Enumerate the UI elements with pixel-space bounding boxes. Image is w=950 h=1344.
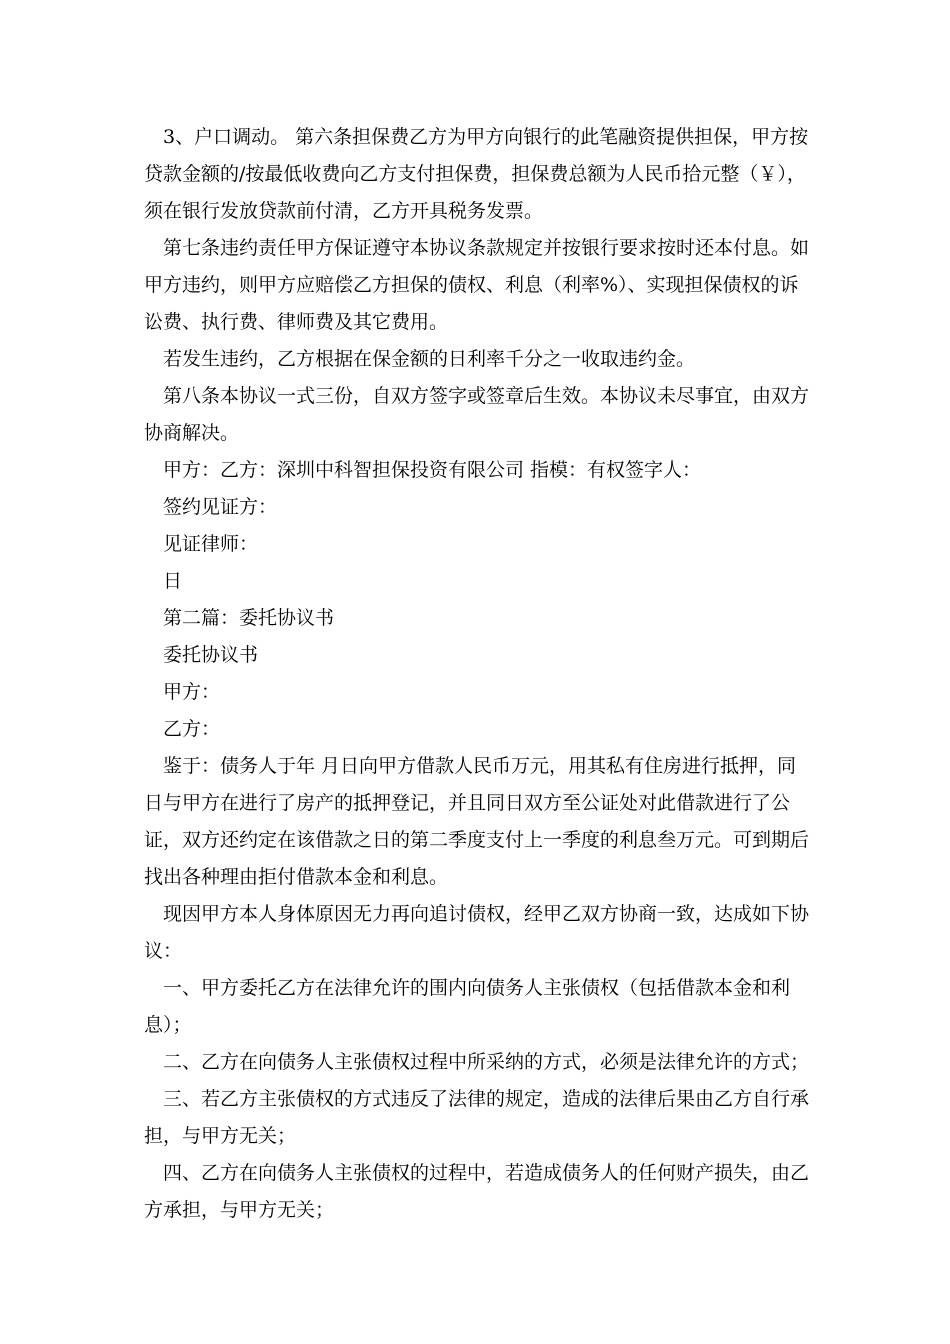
clause-4: 四、乙方在向债务人主张债权的过程中，若造成债务人的任何财产损失，由乙方承担，与甲方无关； [144, 1162, 810, 1221]
paragraph-penalty: 若发生违约，乙方根据在保金额的日利率千分之一收取违约金。 [163, 348, 696, 370]
paragraph-breach-liability: 第七条违约责任甲方保证遵守本协议条款规定并按银行要求按时还本付息。如甲方违约，则甲方应赔偿乙方担保的债权、利息（利率%）、实现担保债权的诉讼费、执行费、律师费及其它费用。 [144, 237, 810, 333]
paragraph-witness-party: 签约见证方： [163, 496, 278, 518]
document-page [144, 119, 812, 1229]
paragraph-whereas: 鉴于：债务人于年 月日向甲方借款人民币万元，用其私有住房进行抵押，同日与甲方在进行了房产的抵押登记，并且同日双方至公证处对此借款进行了公证，双方还约定在该借款之日的第二季度支付上一季度的利息叁万元。可到期后找出各种理由拒付借款本金和利息。 [144, 755, 810, 888]
clause-3: 三、若乙方主张债权的方式违反了法律的规定，造成的法律后果由乙方自行承担，与甲方无关； [144, 1088, 810, 1147]
clause-2: 二、乙方在向债务人主张债权过程中所采纳的方式，必须是法律允许的方式； [163, 1051, 810, 1073]
paragraph-copies-effect: 第八条本协议一式三份，自双方签字或签章后生效。本协议未尽事宜，由双方协商解决。 [144, 385, 810, 444]
paragraph-date: 日 [163, 570, 183, 592]
clause-1: 一、甲方委托乙方在法律允许的围内向债务人主张债权（包括借款本金和利息）； [144, 977, 791, 1036]
paragraph-guarantee-fee: 3、户口调动。 第六条担保费乙方为甲方向银行的此笔融资提供担保，甲方按贷款金额的/按最低收费向乙方支付担保费，担保费总额为人民币拾元整（￥），须在银行发放贷款前付清，乙方开具税务发票。 [144, 126, 809, 222]
party-b-label: 乙方： [163, 718, 221, 740]
paragraph-witness-lawyer: 见证律师： [163, 533, 259, 555]
paragraph-parties-signature: 甲方：乙方：深圳中科智担保投资有限公司 指模：有权签字人： [163, 459, 702, 481]
section-heading: 第二篇：委托协议书 [163, 607, 335, 629]
document-title: 委托协议书 [163, 644, 259, 666]
paragraph-agreement-intro: 现因甲方本人身体原因无力再向追讨债权，经甲乙双方协商一致，达成如下协议： [144, 903, 810, 962]
party-a-label: 甲方： [163, 681, 221, 703]
